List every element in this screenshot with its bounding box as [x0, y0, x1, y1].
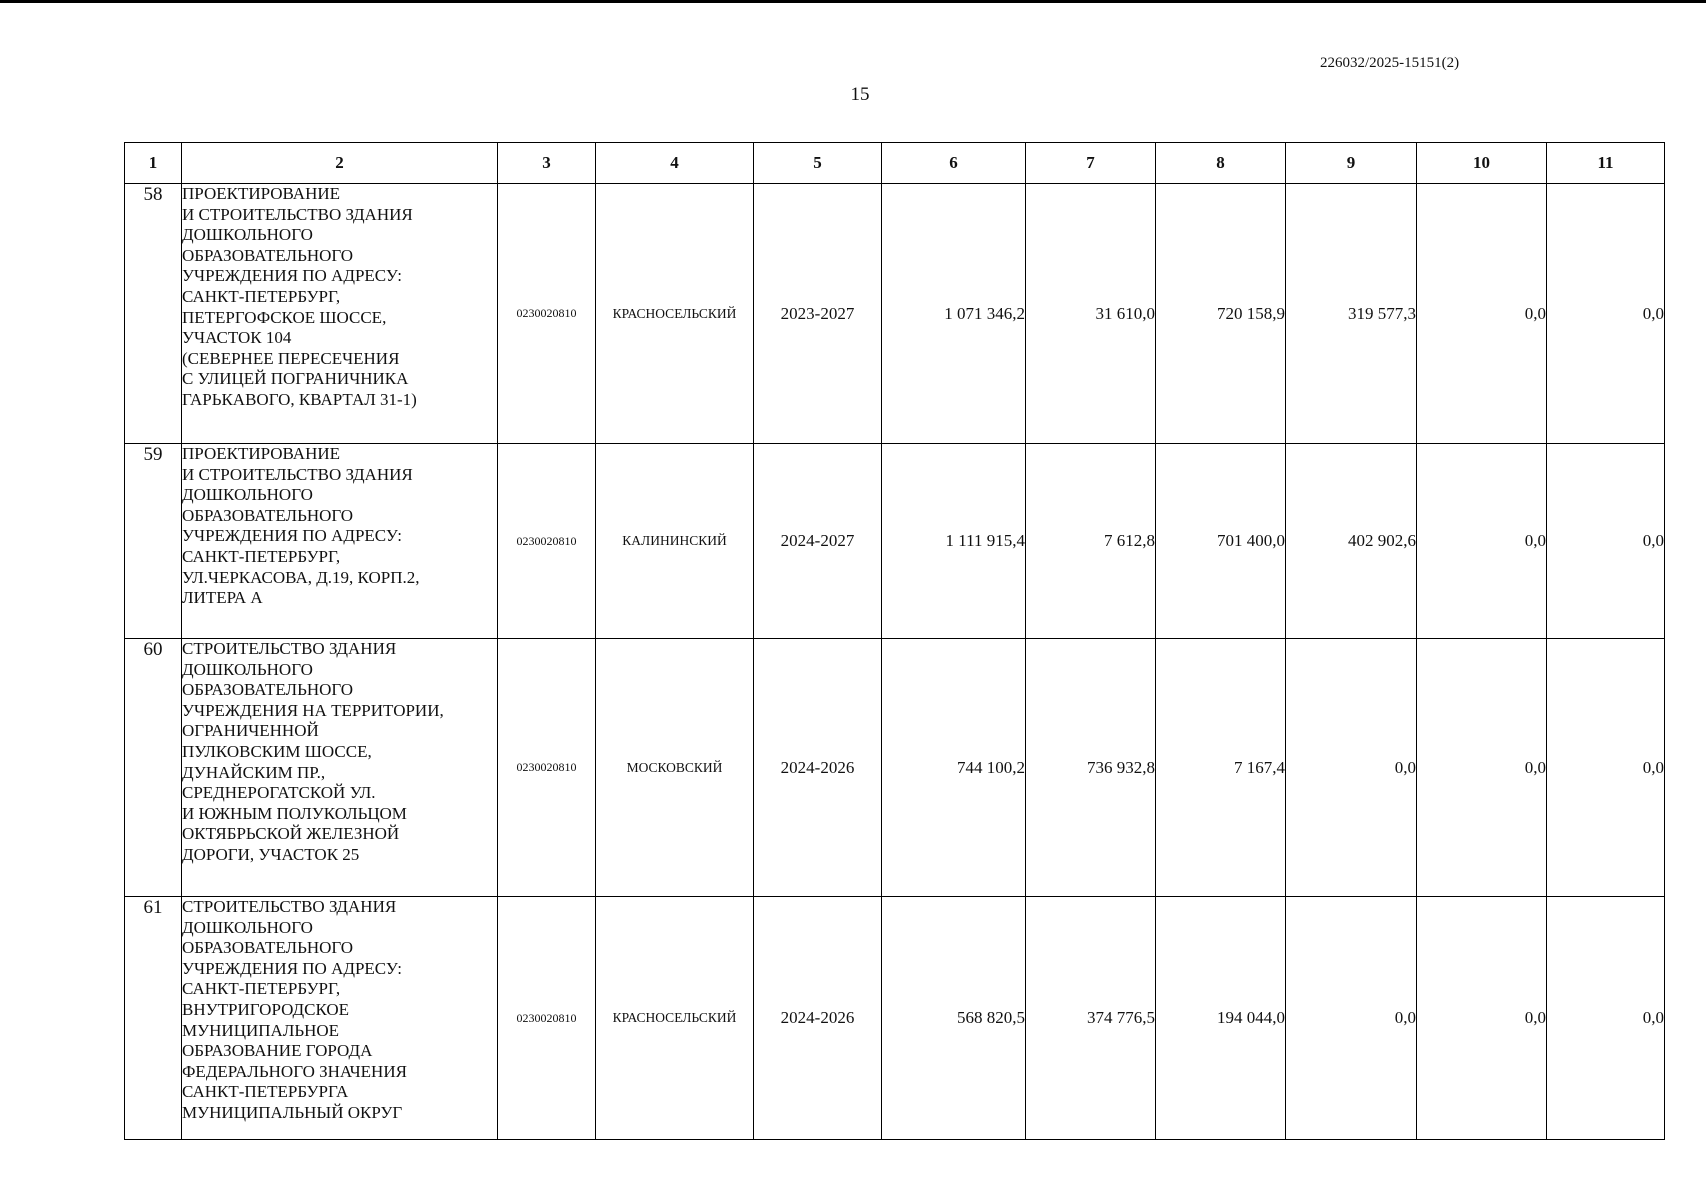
amount-col-6: 1 071 346,2 [882, 184, 1026, 444]
row-number: 58 [125, 184, 182, 444]
district: МОСКОВСКИЙ [596, 639, 754, 897]
column-header: 10 [1417, 143, 1547, 184]
object-name: СТРОИТЕЛЬСТВО ЗДАНИЯ ДОШКОЛЬНОГО ОБРАЗОВАТЕЛЬНОГО УЧРЕЖДЕНИЯ НА ТЕРРИТОРИИ, ОГРАНИЧЕННОЙ ПУЛКОВСКИМ ШОССЕ, ДУНАЙСКИМ ПР., СРЕДНЕРОГАТСКОЙ УЛ. И ЮЖНЫМ ПОЛУКОЛЬЦОМ ОКТЯБРЬСКОЙ ЖЕЛЕЗНОЙ ДОРОГИ, УЧАСТОК 25 [182, 639, 498, 897]
table-row [125, 639, 1665, 897]
page-number: 15 [850, 84, 870, 105]
amount-col-8: 194 044,0 [1156, 897, 1286, 1140]
amount-col-8: 701 400,0 [1156, 444, 1286, 639]
column-header: 6 [882, 143, 1026, 184]
amount-col-6: 744 100,2 [882, 639, 1026, 897]
amount-col-8: 720 158,9 [1156, 184, 1286, 444]
amount-col-9: 319 577,3 [1286, 184, 1417, 444]
period: 2024-2026 [754, 897, 882, 1140]
budget-code: 0230020810 [498, 639, 596, 897]
row-number: 61 [125, 897, 182, 1140]
row-number: 59 [125, 444, 182, 639]
amount-col-9: 0,0 [1286, 897, 1417, 1140]
amount-col-10: 0,0 [1417, 639, 1547, 897]
top-border-line [0, 0, 1706, 3]
amount-col-11: 0,0 [1547, 184, 1665, 444]
amount-col-6: 568 820,5 [882, 897, 1026, 1140]
amount-col-9: 0,0 [1286, 639, 1417, 897]
period: 2024-2026 [754, 639, 882, 897]
column-header: 3 [498, 143, 596, 184]
period: 2024-2027 [754, 444, 882, 639]
amount-col-9: 402 902,6 [1286, 444, 1417, 639]
amount-col-8: 7 167,4 [1156, 639, 1286, 897]
amount-col-7: 7 612,8 [1026, 444, 1156, 639]
column-header: 8 [1156, 143, 1286, 184]
amount-col-10: 0,0 [1417, 444, 1547, 639]
table-row [125, 444, 1665, 639]
district: КРАСНОСЕЛЬСКИЙ [596, 184, 754, 444]
amount-col-10: 0,0 [1417, 897, 1547, 1140]
object-name: ПРОЕКТИРОВАНИЕ И СТРОИТЕЛЬСТВО ЗДАНИЯ ДОШКОЛЬНОГО ОБРАЗОВАТЕЛЬНОГО УЧРЕЖДЕНИЯ ПО АДРЕСУ: САНКТ-ПЕТЕРБУРГ, ПЕТЕРГОФСКОЕ ШОССЕ, УЧАСТОК 104 (СЕВЕРНЕЕ ПЕРЕСЕЧЕНИЯ С УЛИЦЕЙ ПОГРАНИЧНИКА ГАРЬКАВОГО, КВАРТАЛ 31-1) [182, 184, 498, 444]
district: КРАСНОСЕЛЬСКИЙ [596, 897, 754, 1140]
amount-col-7: 374 776,5 [1026, 897, 1156, 1140]
period: 2023-2027 [754, 184, 882, 444]
amount-col-7: 736 932,8 [1026, 639, 1156, 897]
amount-col-11: 0,0 [1547, 897, 1665, 1140]
district: КАЛИНИНСКИЙ [596, 444, 754, 639]
budget-code: 0230020810 [498, 184, 596, 444]
column-header: 5 [754, 143, 882, 184]
column-header: 1 [125, 143, 182, 184]
amount-col-10: 0,0 [1417, 184, 1547, 444]
column-header: 4 [596, 143, 754, 184]
row-number: 60 [125, 639, 182, 897]
column-header: 9 [1286, 143, 1417, 184]
amount-col-11: 0,0 [1547, 639, 1665, 897]
amount-col-6: 1 111 915,4 [882, 444, 1026, 639]
object-name: ПРОЕКТИРОВАНИЕ И СТРОИТЕЛЬСТВО ЗДАНИЯ ДОШКОЛЬНОГО ОБРАЗОВАТЕЛЬНОГО УЧРЕЖДЕНИЯ ПО АДРЕСУ: САНКТ-ПЕТЕРБУРГ, УЛ.ЧЕРКАСОВА, Д.19, КОРП.2, ЛИТЕРА А [182, 444, 498, 639]
table-header-row [125, 143, 1665, 184]
column-header: 2 [182, 143, 498, 184]
document-number: 226032/2025-15151(2) [1320, 55, 1460, 71]
table-row [125, 184, 1665, 444]
data-table [124, 142, 1665, 1140]
column-header: 11 [1547, 143, 1665, 184]
amount-col-7: 31 610,0 [1026, 184, 1156, 444]
column-header: 7 [1026, 143, 1156, 184]
budget-code: 0230020810 [498, 444, 596, 639]
amount-col-11: 0,0 [1547, 444, 1665, 639]
object-name: СТРОИТЕЛЬСТВО ЗДАНИЯ ДОШКОЛЬНОГО ОБРАЗОВАТЕЛЬНОГО УЧРЕЖДЕНИЯ ПО АДРЕСУ: САНКТ-ПЕТЕРБУРГ, ВНУТРИГОРОДСКОЕ МУНИЦИПАЛЬНОЕ ОБРАЗОВАНИЕ ГОРОДА ФЕДЕРАЛЬНОГО ЗНАЧЕНИЯ САНКТ-ПЕТЕРБУРГА МУНИЦИПАЛЬНЫЙ ОКРУГ [182, 897, 498, 1140]
budget-code: 0230020810 [498, 897, 596, 1140]
table-row [125, 897, 1665, 1140]
